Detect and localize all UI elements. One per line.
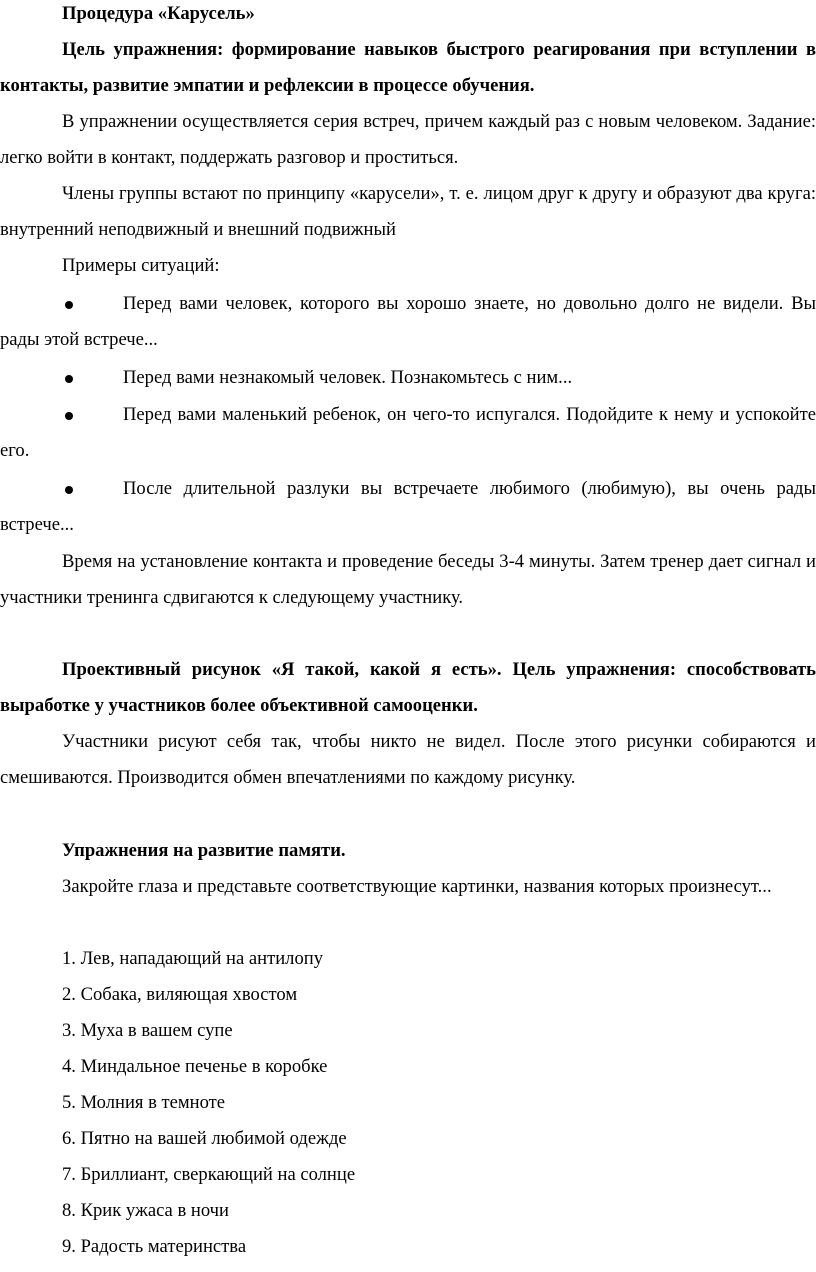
section3-intro: Закройте глаза и представьте соответствующие картинки, названия которых произнесут... [62,876,772,897]
section1-goal: Цель упражнения: формирование навыков быстрого реагирования при вступлении в контакты, развитие эмпатии и рефлексии в процессе обучения. [0,39,816,97]
memory-list-item: 9. Радость материнства [62,1236,247,1257]
memory-list-item: 7. Бриллиант, сверкающий на солнце [62,1164,356,1185]
section2-para: Участники рисуют себя так, чтобы никто не видел. После этого рисунки собираются и смешиваются. Производится обмен впечатлениями по каждому рисунку. [0,731,816,789]
section1-title: Процедура «Карусель» [62,3,255,24]
memory-list-item: 1. Лев, нападающий на антилопу [62,948,323,969]
section1-para3: Время на установление контакта и проведение беседы 3-4 минуты. Затем тренер дает сигнал и участники тренинга сдвигаются к следующему участнику. [0,551,816,609]
bullet-item-2: Перед вами незнакомый человек. Познакомьтесь с ним... [123,367,573,388]
examples-label: Примеры ситуаций: [62,255,220,276]
memory-list-item: 6. Пятно на вашей любимой одежде [62,1128,347,1149]
memory-list-item: 4. Миндальное печенье в коробке [62,1056,328,1077]
memory-list-item: 3. Муха в вашем супе [62,1020,233,1041]
memory-list-item: 2. Собака, виляющая хвостом [62,984,298,1005]
bullet-item-3: Перед вами маленький ребенок, он чего-то испугался. Подойдите к нему и успокойте его. [0,404,816,462]
memory-list-item: 8. Крик ужаса в ночи [62,1200,229,1221]
memory-list-item: 5. Молния в темноте [62,1092,226,1113]
section3-heading: Упражнения на развитие памяти. [62,840,346,861]
section2-heading: Проективный рисунок «Я такой, какой я есть». Цель упражнения: способствовать выработке у участников более объективной самооценки. [0,659,816,717]
bullet-item-4: После длительной разлуки вы встречаете любимого (любимую), вы очень рады встрече... [0,478,816,536]
section1-para2: Члены группы встают по принципу «карусели», т. е. лицом друг к другу и образуют два круга: внутренний неподвижный и внешний подвижный [0,183,816,241]
section1-para1: В упражнении осуществляется серия встреч, причем каждый раз с новым человеком. Задание: легко войти в контакт, поддержать разговор и проститься. [0,111,816,169]
bullet-item-1: Перед вами человек, которого вы хорошо знаете, но довольно долго не видели. Вы рады этой встрече... [0,293,816,351]
